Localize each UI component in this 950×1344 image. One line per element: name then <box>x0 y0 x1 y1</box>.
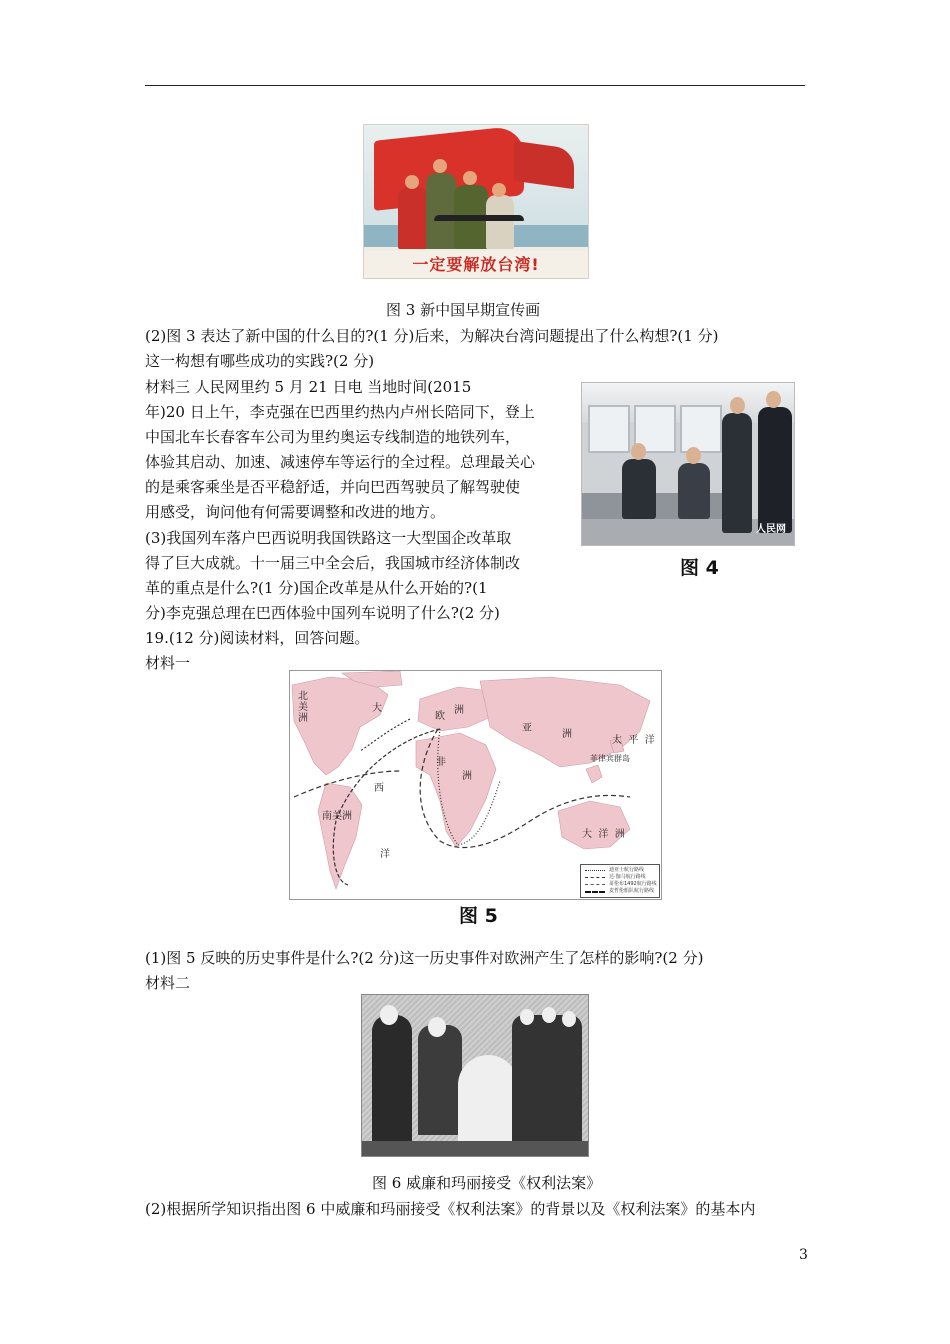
question-1-line: (1)图 5 反映的历史事件是什么?(2 分)这一历史事件对欧洲产生了怎样的影响?(2 分) <box>145 949 704 967</box>
photo-person <box>758 407 792 533</box>
map-label: 太 平 洋 <box>612 735 655 746</box>
map-label: 洲 <box>562 729 572 740</box>
map-label: 洲 <box>454 705 464 716</box>
page-number: 3 <box>799 1247 808 1263</box>
engraving-head <box>380 1005 398 1025</box>
poster-figure <box>426 173 456 249</box>
question-2-line-1: (2)图 3 表达了新中国的什么目的?(1 分)后来，为解决台湾问题提出了什么构想?(1 分) <box>145 327 719 345</box>
figure5-label: 图 5 <box>459 905 498 927</box>
material3-line: 材料三 人民网里约 5 月 21 日电 当地时间(2015 <box>145 378 472 396</box>
poster-banner-text: 一定要解放台湾! <box>364 251 588 278</box>
question-3-line: 得了巨大成就。十一届三中全会后，我国城市经济体制改 <box>145 554 521 572</box>
header-rule <box>145 85 805 86</box>
photo-head <box>766 391 781 408</box>
figure3-caption: 图 3 新中国早期宣传画 <box>386 301 541 319</box>
material3-line: 用感受，询问他有何需要调整和改进的地方。 <box>145 503 446 521</box>
map-legend <box>580 864 660 898</box>
train-photo-image <box>581 382 795 546</box>
engraving-head <box>520 1009 534 1025</box>
legend-entry: 哥伦布1492航行路线 <box>609 881 657 887</box>
poster-face <box>405 175 419 189</box>
question-2b-line: (2)根据所学知识指出图 6 中威廉和玛丽接受《权利法案》的背景以及《权利法案》的基本内 <box>145 1200 756 1218</box>
map-label-north-america: 北 美 洲 <box>298 691 308 724</box>
engraving-figure <box>372 1015 412 1145</box>
material1-label: 材料一 <box>145 654 191 672</box>
poster-figure <box>398 187 428 249</box>
poster-rifle <box>434 215 524 221</box>
photo-window <box>588 405 630 453</box>
material3-line: 体验其启动、加速、减速停车等运行的全过程。总理最关心 <box>145 453 536 471</box>
map-label: 非 <box>436 757 446 768</box>
map-label: 洋 <box>380 849 390 860</box>
map-label: 欧 <box>435 711 445 722</box>
photo-head <box>686 447 701 464</box>
legend-line <box>585 870 605 872</box>
question-3-line: 分)李克强总理在巴西体验中国列车说明了什么?(2 分) <box>145 604 500 622</box>
question-19-heading: 19.(12 分)阅读材料，回答问题。 <box>145 629 370 647</box>
propaganda-poster-image <box>363 124 589 279</box>
legend-line <box>585 877 605 879</box>
engraving-head <box>428 1017 446 1037</box>
photo-watermark: 人民网 <box>756 524 786 535</box>
africa-shape <box>416 733 496 847</box>
engraving-crowd <box>512 1015 582 1145</box>
photo-seat <box>582 493 742 519</box>
photo-window <box>680 405 722 453</box>
australia-shape <box>558 801 630 849</box>
map-label: 大 洋 洲 <box>582 829 625 840</box>
poster-face <box>492 183 506 197</box>
engraving-figure <box>418 1025 462 1135</box>
poster-face <box>463 171 477 185</box>
legend-entry: 迪亚士航行路线 <box>609 867 645 873</box>
question-2-line-2: 这一构想有哪些成功的实践?(2 分) <box>145 352 375 370</box>
bill-of-rights-engraving-image <box>361 994 589 1157</box>
photo-head <box>631 443 646 460</box>
map-label: 大 <box>372 703 382 714</box>
poster-figure <box>486 195 514 249</box>
figure6-caption: 图 6 威廉和玛丽接受《权利法案》 <box>372 1174 602 1192</box>
map-label: 菲律宾群岛 <box>590 754 630 763</box>
photo-person <box>622 459 656 519</box>
engraving-head <box>542 1007 556 1023</box>
legend-line <box>585 891 605 894</box>
south-america-shape <box>318 783 362 889</box>
question-3-line: 革的重点是什么?(1 分)国企改革是从什么开始的?(1 <box>145 579 488 597</box>
map-label: 西 <box>374 783 384 794</box>
island-shape <box>586 765 602 783</box>
material3-line: 的是乘客乘坐是否平稳舒适，并向巴西驾驶员了解驾驶使 <box>145 478 521 496</box>
question-3-line: (3)我国列车落户巴西说明我国铁路这一大型国企改革取 <box>145 529 512 547</box>
route-short <box>360 719 410 751</box>
engraving-floor <box>362 1141 588 1156</box>
poster-face <box>433 159 447 173</box>
material3-line: 年)20 日上午，李克强在巴西里约热内卢州长陪同下，登上 <box>145 403 535 421</box>
photo-person <box>722 413 752 533</box>
map-label: 亚 <box>522 723 532 734</box>
photo-person <box>678 463 710 519</box>
engraving-head <box>562 1011 576 1027</box>
map-label: 洲 <box>462 771 472 782</box>
map-label: 南美洲 <box>322 811 352 822</box>
legend-line <box>585 884 605 886</box>
legend-entry: 麦哲伦船队航行路线 <box>609 888 655 894</box>
material2-label: 材料二 <box>145 974 191 992</box>
world-map-image <box>289 670 662 900</box>
material3-line: 中国北车长春客车公司为里约奥运专线制造的地铁列车， <box>145 428 521 446</box>
legend-entry: 达·伽马航行路线 <box>609 874 646 880</box>
photo-head <box>730 397 745 414</box>
figure4-label: 图 4 <box>680 557 719 579</box>
engraving-gown <box>458 1055 518 1145</box>
